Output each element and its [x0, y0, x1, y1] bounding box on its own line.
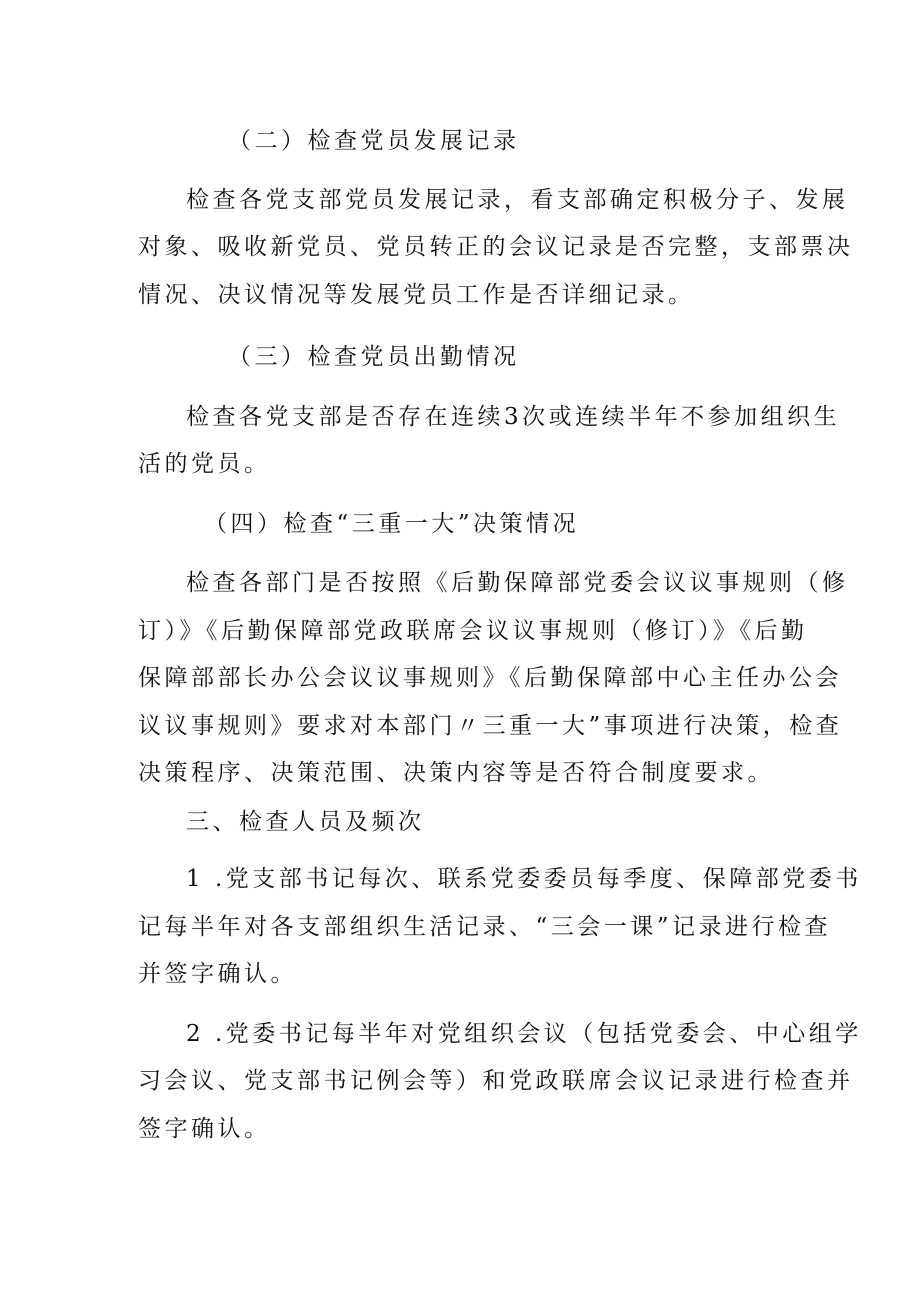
- paragraph-line: 情况、决议情况等发展党员工作是否详细记录。: [138, 282, 695, 308]
- paragraph-line: 习会议、党支部书记例会等）和党政联席会议记录进行检查并: [138, 1068, 854, 1094]
- section-heading-2: （二）检查党员发展记录: [228, 128, 520, 154]
- paragraph-line: 保障部部长办公会议议事规则》《后勤保障部中心主任办公会: [138, 665, 842, 691]
- paragraph-line: 决策程序、决策范围、决策内容等是否符合制度要求。: [138, 760, 774, 786]
- list-item-1: 1 .党支部书记每次、联系党委委员每季度、保障部党委书: [186, 866, 862, 892]
- list-item-2: 2 .党委书记每半年对党组织会议（包括党委会、中心组学: [186, 1021, 862, 1047]
- paragraph-line: 记每半年对各支部组织生活记录、“三会一课”记录进行检查: [138, 914, 832, 940]
- paragraph-line: 检查各部门是否按照《后勤保障部党委会议议事规则（修: [186, 570, 849, 596]
- section-heading-3: （三）检查党员出勤情况: [228, 344, 520, 370]
- section-heading-4: （四）检查“三重一大”决策情况: [204, 511, 580, 537]
- paragraph-line: 检查各党支部党员发展记录，看支部确定积极分子、发展: [186, 187, 849, 213]
- chapter-heading: 三、检查人员及频次: [186, 809, 425, 835]
- paragraph-line: 对象、吸收新党员、党员转正的会议记录是否完整，支部票决: [138, 234, 854, 260]
- paragraph-line: 检查各党支部是否存在连续3次或连续半年不参加组织生: [186, 404, 841, 430]
- paragraph-line: 签字确认。: [138, 1116, 271, 1142]
- paragraph-line: 议议事规则》要求对本部门〃三重一大”事项进行决策，检查: [138, 713, 843, 739]
- paragraph-line: 订）》《后勤保障部党政联席会议议事规则（修订）》《后勤: [138, 618, 808, 644]
- paragraph-line: 并签字确认。: [138, 961, 297, 987]
- paragraph-line: 活的党员。: [138, 451, 271, 477]
